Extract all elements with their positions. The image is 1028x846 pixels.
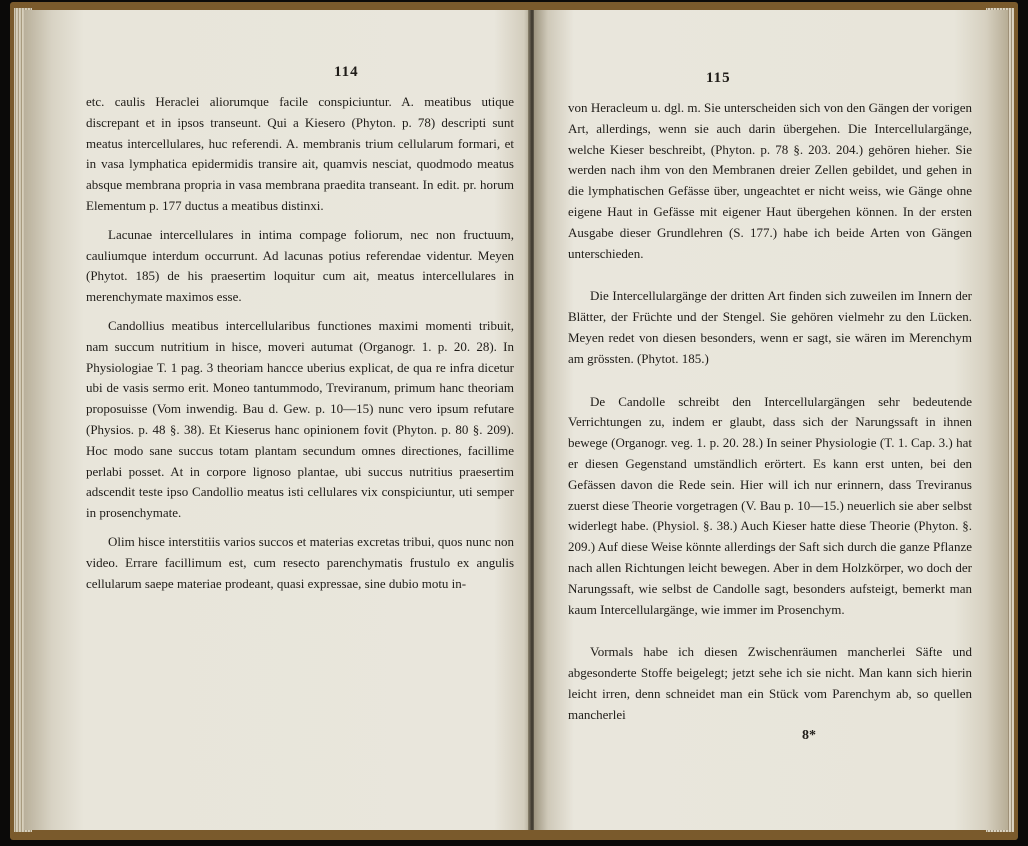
signature-mark: 8* <box>802 728 816 743</box>
left-paragraph-4: Olim hisce interstitiis varios succos et materias excretas tribui, quos nunc non video. Errare facillimum est, cum resecto parenchymatis frustulo ex angulis cellularum saepe materiae prodeant, quasi expressae, sine dubio motu in- <box>86 533 514 591</box>
left-page-text <box>86 92 514 594</box>
right-page-text <box>568 98 972 726</box>
open-book <box>10 2 1018 840</box>
right-paragraph-2: Die Intercellulargänge der dritten Art finden sich zuweilen im Innern der Blätter, der Früchte und der Stengel. Sie gehören vielmehr zu den Lücken. Meyen redet von diesen besonders, wenn er sagt, sie wären im Merenchym am grössten. (Phytot. 185.) <box>568 288 972 366</box>
left-page-number: 114 <box>334 64 359 80</box>
right-page-number: 115 <box>706 70 731 86</box>
left-paragraph-3: Candollius meatibus intercellularibus functiones maximi momenti tribuit, nam succum nutritium in hisce, moveri autumat (Organogr. 1. p. 20. 28). In Physiologiae T. 1 pag. 3 theoriam hancce uberius explicat, de qua re infra dicetur ubi de vasis sermo erit. Moneo tantummodo, Treviranum, primum hanc theoriam proposuisse (Vom inwendig. Bau d. Gew. p. 10—15) nunc vero ipsum refutare (Physios. p. 48 §. 38). Et Kieserus hanc opinionem fovit (Phyton. p. 80 §. 209). Hoc modo sane succus totam plantam secundum omnes directiones, facillime perlabi posset. At in corpore lignoso plantae, ubi succus nutritius praesertim adscendit teste ipso Candollio meatus isti cellulares vix conspiciuntur, uti semper in prosenchymate. <box>86 317 514 521</box>
left-paragraph-2: Lacunae intercellulares in intima compage foliorum, nec non fructuum, cauliumque interdum occurrunt. Ad lacunas potius referendae videntur. Meyen (Phytot. 185) de his praesertim loquitur cum ait, meatus intercellulares in merenchymate maximos esse. <box>86 226 514 305</box>
right-paragraph-4: Vormals habe ich diesen Zwischenräumen mancherlei Säfte und abgesonderte Stoffe beigelegt; jetzt sehe ich sie nicht. Man kann sich hierin leicht irren, denn schneidet man ein Stück vom Parenchym ab, so quellen mancherlei <box>568 644 972 722</box>
left-paragraph-1: etc. caulis Heraclei aliorumque facile conspiciuntur. A. meatibus utique discrepant et in ipsos transeunt. Qui a Kiesero (Phyton. p. 78) descripti sunt meatus intercellulares, huc referendi. A. membranis trium cellularum formari, et in vasa lymphatica epidermidis transire ait, quamvis nesciat, quodmodo meatus absque membrana propria in vasa membrana praedita transeant. In edit. pr. horum Elementum p. 177 ductus a meatibus distinxi. <box>86 94 514 213</box>
right-paragraph-3: De Candolle schreibt den Intercellulargängen sehr bedeutende Verrichtungen zu, indem er glaubt, dass sich der Narungssaft in ihnen bewege (Organogr. veg. 1. p. 20. 28.) In seiner Physiologie (T. 1. Cap. 3.) hat er diesen Gegenstand umständlich erörtert. Es kann erst unten, bei den Gefässen davon die Rede sein. Hier will ich nur erinnern, dass Treviranus zuerst diese Theorie vorgetragen (V. Bau p. 10—15.) neuerlich sie aber selbst widerlegt habe. (Physiol. §. 38.) Auch Kieser hatte diese Theorie (Phyton. §. 209.) Auf diese Weise könnte allerdings der Saft sich durch die ganze Pflanze nach allen Richtungen leicht bewegen. Aber in dem Holzkörper, wo doch der Narungssaft, wie selbst de Candolle sagt, besonders aufsteigt, bemerkt man kaum Intercellulargänge, wie immer im Prosenchym. <box>568 393 972 617</box>
right-page <box>534 10 1008 830</box>
right-paragraph-1: von Heracleum u. dgl. m. Sie unterscheiden sich von den Gängen der vorigen Art, allerdings, wenn sie auch darin übergehen. Die Intercellulargänge, welche Kieser beschreibt, (Phyton. p. 78 §. 203. 204.) gehören hieher. Sie werden nach ihm von den Membranen dreier Zellen gebildet, und gehen in die lymphatischen Gefässe über, ungeachtet er nicht weiss, wie Gänge ohne eigene Haut in Gefässe mit eigener Haut übergehen können. In der ersten Ausgabe dieser Grundlehren (S. 177.) habe ich beide Arten von Gängen unterschieden. <box>568 100 972 261</box>
left-page <box>24 10 532 830</box>
